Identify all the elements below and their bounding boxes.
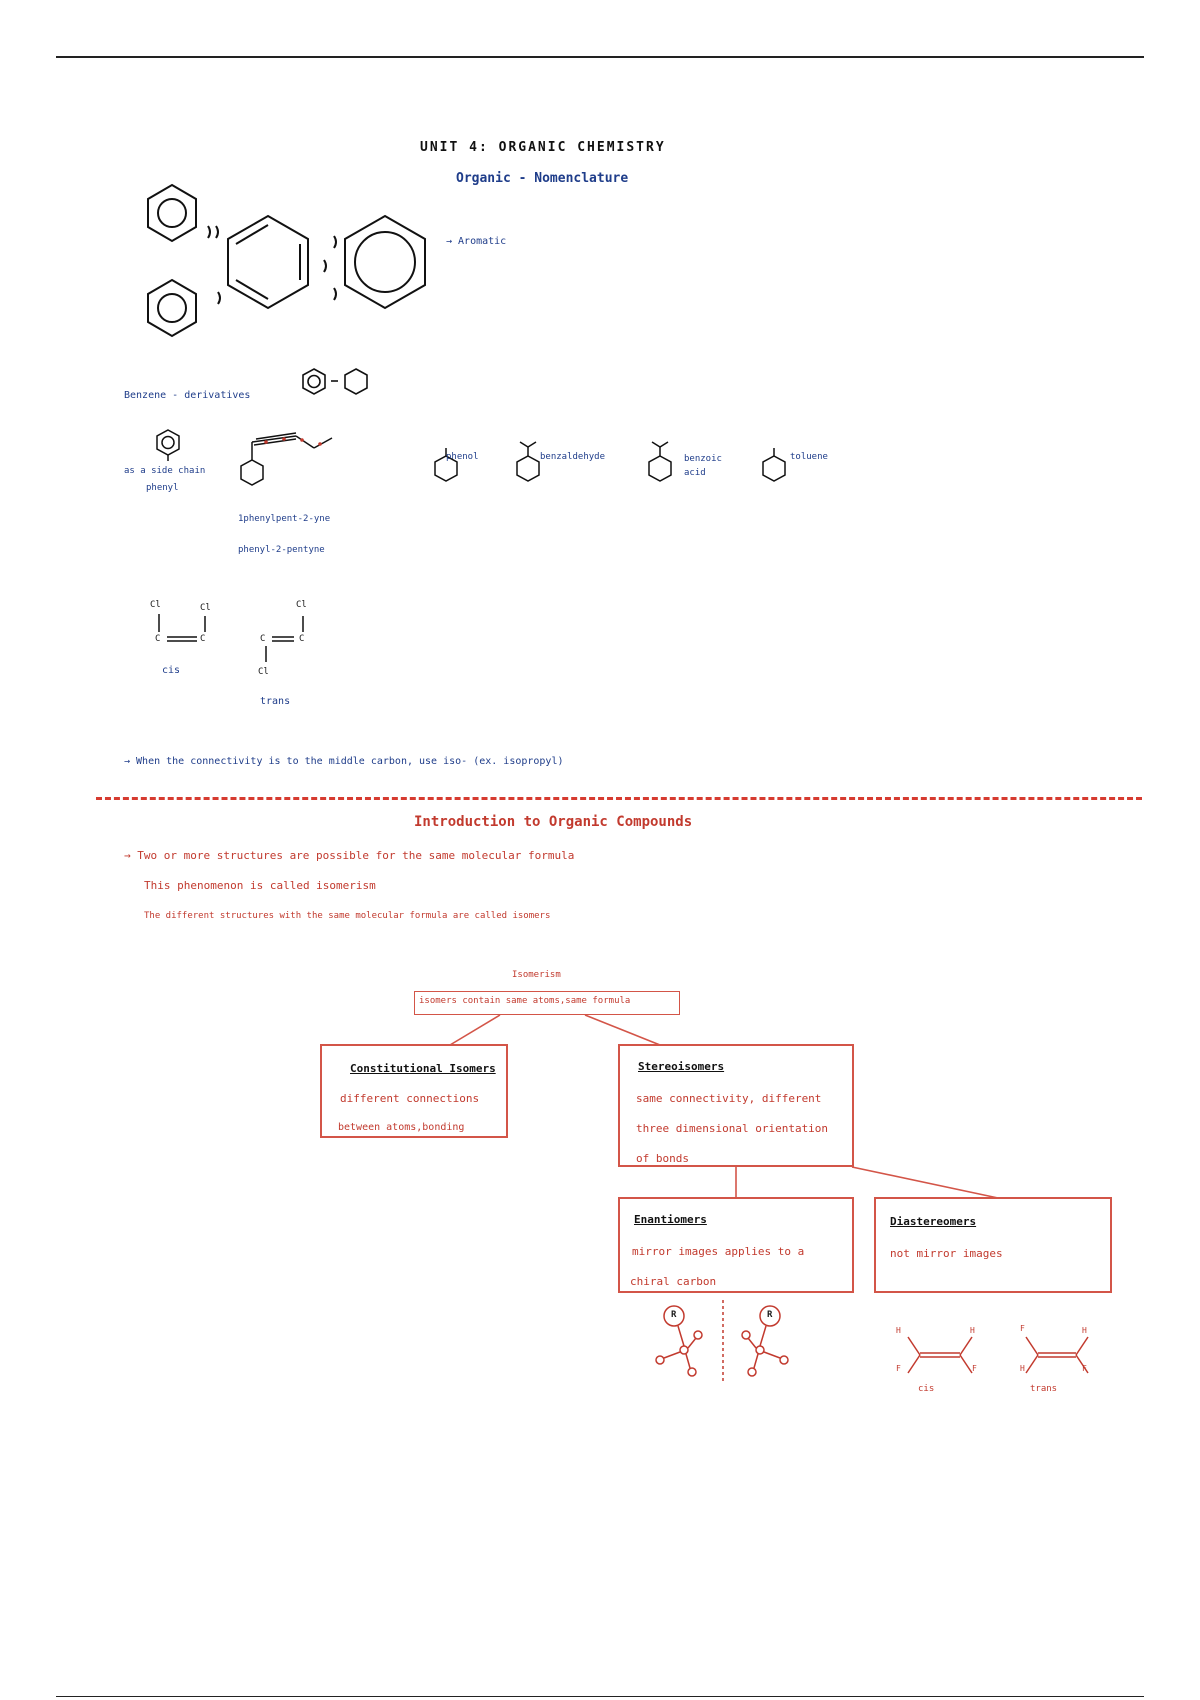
cis-f-1: F — [896, 1364, 901, 1373]
tree-connectors — [0, 0, 1200, 400]
trans-f-2: F — [1082, 1364, 1087, 1373]
enantiomers-line-1: mirror images applies to a — [632, 1245, 805, 1258]
example-name-2: phenyl-2-pentyne — [238, 545, 325, 555]
cis-cl-1: Cl — [150, 600, 161, 610]
trans-cl-2: Cl — [258, 667, 269, 677]
cis-f-2: F — [972, 1364, 977, 1373]
diastereomers-line-1: not mirror images — [890, 1247, 1003, 1260]
benzaldehyde-label: benzaldehyde — [540, 452, 606, 462]
diastereomers-box — [874, 1197, 1112, 1293]
enantiomer-r-label-1: R — [671, 1310, 677, 1320]
bottom-rule — [56, 1696, 1144, 1697]
trans-bonds — [250, 612, 340, 672]
constitutional-isomers-box — [320, 1044, 508, 1138]
diastereomers-title: Diastereomers — [890, 1215, 977, 1228]
trans-c-1: C — [260, 634, 266, 644]
stereoisomers-line-2: three dimensional orientation — [636, 1122, 829, 1135]
constitutional-line-2: between atoms,bonding — [338, 1122, 465, 1133]
enantiomer-r-label-2: R — [767, 1310, 773, 1320]
phenyl-ring-icon — [150, 428, 190, 462]
diastereomer-trans-label: trans — [1030, 1384, 1058, 1394]
trans-f-1: F — [1020, 1324, 1025, 1333]
cis-c-1: C — [155, 634, 161, 644]
enantiomers-title: Enantiomers — [634, 1213, 707, 1226]
section-divider — [96, 797, 1142, 800]
constitutional-title: Constitutional Isomers — [350, 1062, 496, 1075]
stereoisomers-box — [618, 1044, 854, 1167]
cis-h-2: H — [970, 1326, 975, 1335]
isomerism-root-box — [414, 991, 680, 1015]
trans-label: trans — [260, 696, 291, 707]
isomerism-root-label: Isomerism — [512, 970, 561, 980]
benzoic-acid-ring-icon — [646, 442, 676, 488]
stereoisomers-line-3: of bonds — [636, 1152, 689, 1165]
section-title: Organic - Nomenclature — [456, 171, 629, 186]
aromatic-label: → Aromatic — [446, 236, 507, 247]
side-chain-name: phenyl — [146, 483, 179, 493]
trans-h-2: H — [1020, 1364, 1025, 1373]
intro-title: Introduction to Organic Compounds — [414, 814, 693, 830]
cis-c-2: C — [200, 634, 206, 644]
iso-note: → When the connectivity is to the middle carbon, use iso- (ex. isopropyl) — [124, 756, 564, 767]
cis-label: cis — [162, 665, 181, 676]
enantiomer-drawing — [640, 1300, 800, 1390]
stereoisomers-line-1: same connectivity, different — [636, 1092, 822, 1105]
trans-h-1: H — [1082, 1326, 1087, 1335]
cis-cl-2: Cl — [200, 603, 211, 613]
side-chain-label: as a side chain — [124, 466, 206, 476]
trans-cl-1: Cl — [296, 600, 307, 610]
intro-line-1: → Two or more structures are possible for the same molecular formula — [124, 849, 575, 862]
phenylpentyne-structure — [236, 428, 346, 498]
enantiomers-line-2: chiral carbon — [630, 1275, 717, 1288]
root-box-text: isomers contain same atoms,same formula — [419, 996, 631, 1006]
cis-bonds — [150, 612, 240, 662]
cis-h-1: H — [896, 1326, 901, 1335]
enantiomers-box — [618, 1197, 854, 1293]
phenol-label: phenol — [446, 452, 479, 462]
toluene-label: toluene — [790, 452, 828, 462]
benzaldehyde-ring-icon — [514, 442, 544, 488]
derivatives-label: Benzene - derivatives — [124, 390, 251, 401]
constitutional-line-1: different connections — [340, 1092, 480, 1105]
toluene-ring-icon — [760, 448, 790, 488]
trans-c-2: C — [299, 634, 305, 644]
example-name-1: 1phenylpent-2-yne — [238, 514, 331, 524]
intro-line-3: The different structures with the same molecular formula are called isomers — [144, 911, 551, 921]
benzoic-acid-label: benzoic acid — [684, 454, 722, 478]
stereoisomers-title: Stereoisomers — [638, 1060, 725, 1073]
diastereomer-cis-label: cis — [918, 1384, 935, 1394]
unit-title: UNIT 4: ORGANIC CHEMISTRY — [420, 140, 666, 155]
intro-line-2: This phenomenon is called isomerism — [144, 879, 376, 892]
